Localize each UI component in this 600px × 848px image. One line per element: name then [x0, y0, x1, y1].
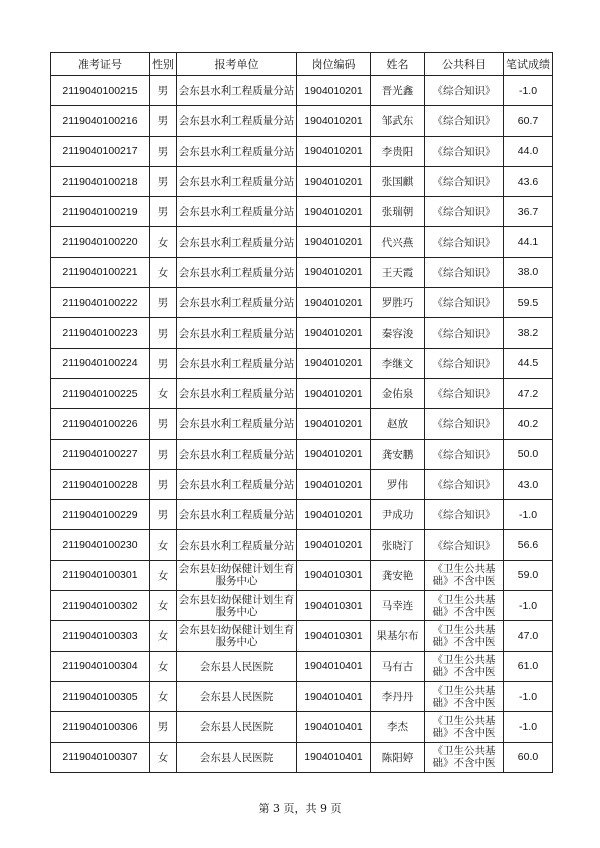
cell-employer: 会东县水利工程质量分站: [177, 500, 297, 530]
header-gender: 性别: [150, 53, 177, 76]
cell-gender: 女: [150, 257, 177, 287]
table-row: [51, 712, 553, 742]
header-subject: 公共科目: [425, 53, 504, 76]
cell-exam-id: 2119040100301: [51, 560, 150, 590]
cell-employer: 会东县水利工程质量分站: [177, 197, 297, 227]
cell-name: 张晓汀: [371, 530, 425, 560]
table-row: [51, 681, 553, 711]
cell-gender: 女: [150, 591, 177, 621]
cell-score: 47.2: [504, 378, 553, 408]
cell-employer: 会东县人民医院: [177, 712, 297, 742]
header-name: 姓名: [371, 53, 425, 76]
cell-subject: 《综合知识》: [425, 166, 504, 196]
page-number: 第 3 页，共 9 页: [258, 802, 342, 815]
table-row: [51, 742, 553, 772]
table-row: [51, 136, 553, 166]
cell-score: -1.0: [504, 76, 553, 106]
cell-score: 44.0: [504, 136, 553, 166]
cell-exam-id: 2119040100227: [51, 439, 150, 469]
cell-exam-id: 2119040100220: [51, 227, 150, 257]
cell-score: -1.0: [504, 591, 553, 621]
cell-gender: 男: [150, 197, 177, 227]
cell-employer: 会东县水利工程质量分站: [177, 76, 297, 106]
cell-exam-id: 2119040100307: [51, 742, 150, 772]
cell-gender: 女: [150, 530, 177, 560]
table-row: [51, 227, 553, 257]
cell-name: 李杰: [371, 712, 425, 742]
cell-exam-id: 2119040100224: [51, 348, 150, 378]
cell-subject: 《综合知识》: [425, 257, 504, 287]
cell-name: 马有古: [371, 651, 425, 681]
cell-employer: 会东县人民医院: [177, 742, 297, 772]
cell-position-code: 1904010201: [297, 439, 371, 469]
cell-name: 金佑泉: [371, 378, 425, 408]
cell-position-code: 1904010301: [297, 591, 371, 621]
cell-subject: 《综合知识》: [425, 348, 504, 378]
cell-employer: 会东县水利工程质量分站: [177, 106, 297, 136]
cell-subject: 《综合知识》: [425, 378, 504, 408]
cell-name: 罗伟: [371, 469, 425, 499]
cell-gender: 男: [150, 106, 177, 136]
cell-score: 47.0: [504, 621, 553, 651]
cell-name: 李继文: [371, 348, 425, 378]
cell-score: 59.5: [504, 288, 553, 318]
cell-position-code: 1904010201: [297, 76, 371, 106]
cell-gender: 女: [150, 681, 177, 711]
cell-subject: 《综合知识》: [425, 76, 504, 106]
cell-employer: 会东县妇幼保健计划生育服务中心: [177, 591, 297, 621]
cell-position-code: 1904010201: [297, 197, 371, 227]
cell-exam-id: 2119040100219: [51, 197, 150, 227]
cell-score: 38.0: [504, 257, 553, 287]
cell-subject: 《综合知识》: [425, 318, 504, 348]
cell-position-code: 1904010201: [297, 530, 371, 560]
cell-subject: 《综合知识》: [425, 106, 504, 136]
cell-employer: 会东县水利工程质量分站: [177, 348, 297, 378]
table-body: [51, 76, 553, 773]
cell-exam-id: 2119040100302: [51, 591, 150, 621]
cell-exam-id: 2119040100230: [51, 530, 150, 560]
cell-position-code: 1904010401: [297, 681, 371, 711]
cell-gender: 男: [150, 288, 177, 318]
cell-subject: 《综合知识》: [425, 530, 504, 560]
cell-score: 40.2: [504, 409, 553, 439]
cell-name: 秦容浚: [371, 318, 425, 348]
cell-exam-id: 2119040100218: [51, 166, 150, 196]
cell-subject: 《卫生公共基础》不含中医: [425, 651, 504, 681]
cell-subject: 《卫生公共基础》不含中医: [425, 621, 504, 651]
cell-exam-id: 2119040100226: [51, 409, 150, 439]
cell-exam-id: 2119040100216: [51, 106, 150, 136]
cell-subject: 《综合知识》: [425, 439, 504, 469]
cell-employer: 会东县水利工程质量分站: [177, 166, 297, 196]
table-row: [51, 166, 553, 196]
cell-gender: 男: [150, 136, 177, 166]
cell-position-code: 1904010201: [297, 136, 371, 166]
cell-exam-id: 2119040100304: [51, 651, 150, 681]
table-row: [51, 530, 553, 560]
cell-employer: 会东县水利工程质量分站: [177, 469, 297, 499]
cell-position-code: 1904010201: [297, 318, 371, 348]
cell-employer: 会东县水利工程质量分站: [177, 257, 297, 287]
cell-position-code: 1904010201: [297, 378, 371, 408]
cell-position-code: 1904010401: [297, 712, 371, 742]
cell-exam-id: 2119040100215: [51, 76, 150, 106]
cell-position-code: 1904010201: [297, 166, 371, 196]
table-row: [51, 378, 553, 408]
table-row: [51, 76, 553, 106]
cell-name: 李丹丹: [371, 681, 425, 711]
cell-gender: 女: [150, 227, 177, 257]
table-row: [51, 439, 553, 469]
cell-exam-id: 2119040100305: [51, 681, 150, 711]
table-row: [51, 197, 553, 227]
cell-name: 张国麒: [371, 166, 425, 196]
cell-name: 王天霞: [371, 257, 425, 287]
cell-score: -1.0: [504, 712, 553, 742]
table-row: [51, 288, 553, 318]
cell-exam-id: 2119040100229: [51, 500, 150, 530]
cell-gender: 男: [150, 712, 177, 742]
cell-gender: 男: [150, 76, 177, 106]
cell-subject: 《综合知识》: [425, 469, 504, 499]
cell-subject: 《卫生公共基础》不含中医: [425, 591, 504, 621]
cell-gender: 男: [150, 469, 177, 499]
cell-position-code: 1904010401: [297, 651, 371, 681]
cell-position-code: 1904010401: [297, 742, 371, 772]
cell-gender: 男: [150, 318, 177, 348]
cell-name: 邹武东: [371, 106, 425, 136]
cell-subject: 《综合知识》: [425, 288, 504, 318]
cell-gender: 女: [150, 742, 177, 772]
cell-employer: 会东县水利工程质量分站: [177, 318, 297, 348]
cell-position-code: 1904010201: [297, 288, 371, 318]
cell-position-code: 1904010201: [297, 227, 371, 257]
cell-position-code: 1904010301: [297, 621, 371, 651]
cell-score: -1.0: [504, 500, 553, 530]
cell-employer: 会东县水利工程质量分站: [177, 227, 297, 257]
cell-score: 59.0: [504, 560, 553, 590]
cell-gender: 女: [150, 378, 177, 408]
cell-exam-id: 2119040100223: [51, 318, 150, 348]
cell-subject: 《综合知识》: [425, 409, 504, 439]
cell-exam-id: 2119040100217: [51, 136, 150, 166]
cell-score: 44.1: [504, 227, 553, 257]
cell-position-code: 1904010201: [297, 257, 371, 287]
results-table: [50, 52, 553, 773]
table-row: [51, 621, 553, 651]
cell-employer: 会东县妇幼保健计划生育服务中心: [177, 560, 297, 590]
table-row: [51, 106, 553, 136]
cell-exam-id: 2119040100222: [51, 288, 150, 318]
cell-name: 李贵阳: [371, 136, 425, 166]
cell-score: 43.0: [504, 469, 553, 499]
table-row: [51, 591, 553, 621]
cell-subject: 《卫生公共基础》不含中医: [425, 681, 504, 711]
cell-gender: 男: [150, 166, 177, 196]
cell-gender: 男: [150, 409, 177, 439]
cell-position-code: 1904010201: [297, 348, 371, 378]
cell-subject: 《综合知识》: [425, 197, 504, 227]
cell-gender: 女: [150, 651, 177, 681]
cell-score: 43.6: [504, 166, 553, 196]
cell-exam-id: 2119040100306: [51, 712, 150, 742]
cell-name: 张瑞朝: [371, 197, 425, 227]
header-employer: 报考单位: [177, 53, 297, 76]
cell-subject: 《卫生公共基础》不含中医: [425, 742, 504, 772]
cell-name: 龚安鹏: [371, 439, 425, 469]
cell-name: 马幸连: [371, 591, 425, 621]
cell-position-code: 1904010201: [297, 500, 371, 530]
cell-employer: 会东县水利工程质量分站: [177, 378, 297, 408]
table-row: [51, 348, 553, 378]
cell-employer: 会东县水利工程质量分站: [177, 439, 297, 469]
cell-employer: 会东县水利工程质量分站: [177, 530, 297, 560]
cell-subject: 《综合知识》: [425, 136, 504, 166]
cell-score: 61.0: [504, 651, 553, 681]
cell-position-code: 1904010201: [297, 409, 371, 439]
cell-score: 60.7: [504, 106, 553, 136]
table-header-row: [51, 53, 553, 76]
cell-employer: 会东县妇幼保健计划生育服务中心: [177, 621, 297, 651]
cell-exam-id: 2119040100303: [51, 621, 150, 651]
cell-position-code: 1904010201: [297, 469, 371, 499]
cell-subject: 《综合知识》: [425, 500, 504, 530]
cell-name: 晋光鑫: [371, 76, 425, 106]
table-row: [51, 257, 553, 287]
header-position-code: 岗位编码: [297, 53, 371, 76]
cell-position-code: 1904010301: [297, 560, 371, 590]
header-exam-id: 准考证号: [51, 53, 150, 76]
cell-score: 60.0: [504, 742, 553, 772]
cell-gender: 女: [150, 560, 177, 590]
cell-position-code: 1904010201: [297, 106, 371, 136]
cell-exam-id: 2119040100228: [51, 469, 150, 499]
cell-employer: 会东县水利工程质量分站: [177, 136, 297, 166]
cell-score: 56.6: [504, 530, 553, 560]
cell-score: 50.0: [504, 439, 553, 469]
cell-name: 龚安艳: [371, 560, 425, 590]
table-row: [51, 409, 553, 439]
cell-score: -1.0: [504, 681, 553, 711]
cell-exam-id: 2119040100221: [51, 257, 150, 287]
cell-score: 36.7: [504, 197, 553, 227]
cell-score: 38.2: [504, 318, 553, 348]
cell-name: 果基尔布: [371, 621, 425, 651]
cell-gender: 男: [150, 500, 177, 530]
cell-name: 代兴燕: [371, 227, 425, 257]
cell-gender: 女: [150, 621, 177, 651]
cell-name: 赵放: [371, 409, 425, 439]
table-row: [51, 500, 553, 530]
cell-employer: 会东县人民医院: [177, 681, 297, 711]
cell-name: 罗胜巧: [371, 288, 425, 318]
cell-employer: 会东县水利工程质量分站: [177, 409, 297, 439]
cell-employer: 会东县人民医院: [177, 651, 297, 681]
cell-subject: 《综合知识》: [425, 227, 504, 257]
table-row: [51, 469, 553, 499]
table-row: [51, 651, 553, 681]
table-row: [51, 560, 553, 590]
cell-employer: 会东县水利工程质量分站: [177, 288, 297, 318]
cell-subject: 《卫生公共基础》不含中医: [425, 712, 504, 742]
cell-gender: 男: [150, 348, 177, 378]
cell-gender: 男: [150, 439, 177, 469]
cell-exam-id: 2119040100225: [51, 378, 150, 408]
header-score: 笔试成绩: [504, 53, 553, 76]
table-row: [51, 318, 553, 348]
cell-name: 陈阳婷: [371, 742, 425, 772]
cell-subject: 《卫生公共基础》不含中医: [425, 560, 504, 590]
cell-score: 44.5: [504, 348, 553, 378]
cell-name: 尹成功: [371, 500, 425, 530]
